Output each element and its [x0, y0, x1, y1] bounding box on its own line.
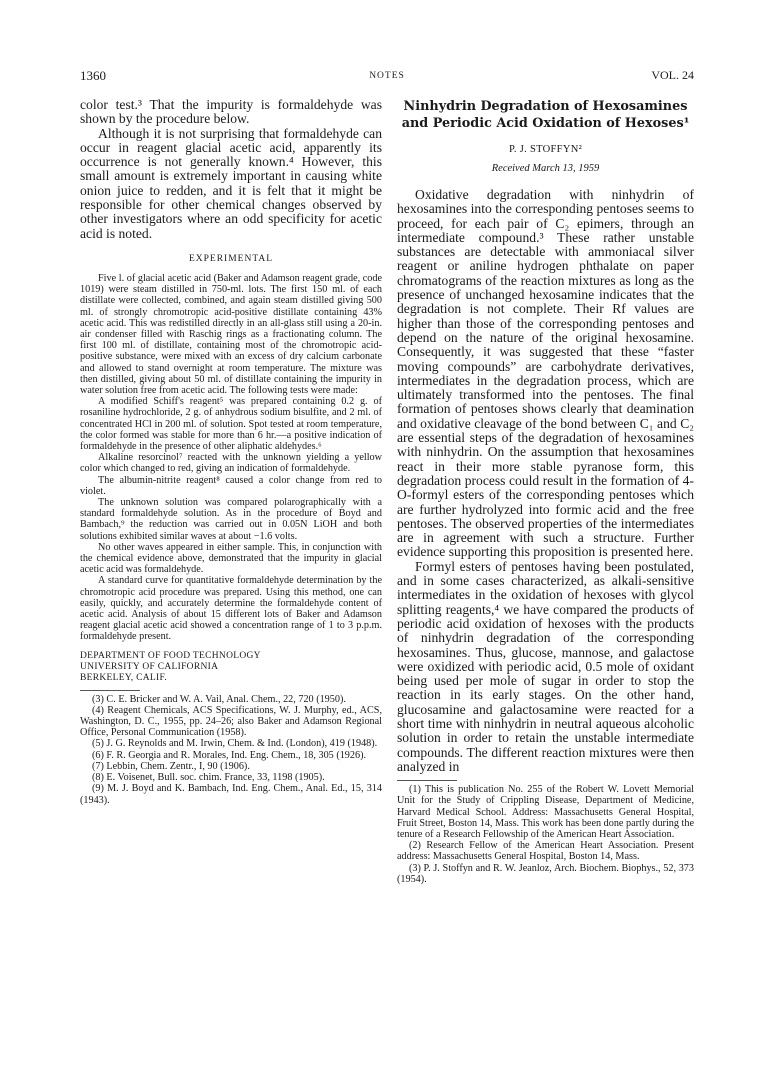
left-footnotes: [80, 694, 382, 806]
footnote-divider: [80, 690, 140, 691]
section-name: NOTES: [369, 71, 405, 81]
experimental-paragraph-5: The unknown solution was compared polarographically with a standard formaldehyde solution. As in the procedure of Boyd and Bambach,⁹ the reduction was carried out in 0.05N LiOH and both solutions exhibited similar waves at about −1.6 volts.: [80, 497, 382, 542]
article-author: P. J. STOFFYN²: [508, 144, 583, 155]
running-header: [80, 68, 694, 84]
footnote-2: (2) Research Fellow of the American Heart Association. Present address: Massachusetts General Hospital, Boston 14, Mass.: [397, 840, 694, 863]
experimental-paragraph-1: Five l. of glacial acetic acid (Baker and Adamson reagent grade, code 1019) were steam distilled in 750-ml. lots. The first 150 ml. of each distillate were collected, combined, and again steam distilled giving 500 ml. of strongly chromotropic acid-positive distillate containing 43% acetic acid. This was redistilled directly in an all-glass still using a 20-in. air condenser filled with Raschig rings as a fractionating column. The first 100 ml. of distillate, containing most of the chromotropic acid-positive substance, were mixed with an excess of dry calcium carbonate and allowed to stand overnight at room temperature. The mixture was then distilled, giving about 50 ml. of distillate containing the impurity in water solution free from acetic acid. The following tests were made:: [80, 272, 382, 396]
affiliation-city: BERKELEY, CALIF.: [80, 672, 167, 683]
footnote-5: (5) J. G. Reynolds and M. Irwin, Chem. & Ind. (London), 419 (1948).: [92, 738, 378, 750]
experimental-paragraph-6: No other waves appeared in either sample. This, in conjunction with the chemical evidence above, demonstrated that the impurity in glacial acetic acid was formaldehyde.: [80, 541, 382, 576]
footnote-3: (3) P. J. Stoffyn and R. W. Jeanloz, Arch. Biochem. Biophys., 52, 373 (1954).: [397, 862, 694, 885]
footnote-1: (1) This is publication No. 255 of the Robert W. Lovett Memorial Unit for the Study of Crippling Disease, Department of Medicine, Harvard Medical School. Address: Massachusetts General Hospital, Fruit Street, Boston 14, Mass. This work has been done partly during the tenure of a Research Fellowship of the American Heart Association.: [397, 784, 694, 840]
page-number: 1360: [80, 68, 106, 83]
affiliation-department: DEPARTMENT OF FOOD TECHNOLOGY: [80, 650, 261, 661]
left-column: [80, 98, 382, 806]
volume-label: VOL. 24: [651, 68, 694, 82]
footnote-6: (6) F. R. Georgia and R. Morales, Ind. Eng. Chem., 18, 305 (1926).: [92, 749, 367, 761]
author-affiliation: [80, 651, 382, 684]
experimental-paragraph-4: The albumin-nitrite reagent⁸ caused a color change from red to violet.: [80, 474, 382, 497]
received-date: Received March 13, 1959: [491, 163, 600, 174]
right-column: [397, 98, 694, 885]
footnote-7: (7) Lebbin, Chem. Zentr., I, 90 (1906).: [92, 760, 250, 772]
affiliation-university: UNIVERSITY OF CALIFORNIA: [80, 661, 219, 672]
right-paragraph-2: Formyl esters of pentoses having been postulated, and in some cases characterized, as alkali-sensitive intermediates in the oxidation of hexoses with glycol splitting reagents,⁴ we have compared the products of periodic acid oxidation of hexoses with the products of ninhydrin degradation of the corresponding hexosamines. Thus, glucose, mannose, and galactose were oxidized with periodic acid, 0.5 mole of oxidant being used per mole of sugar in order to stop the reaction in its early stages. On the other hand, glucosamine and galactosamine were reacted for a short time with ninhydrin in neutral aqueous alcoholic solution in order to retain the unstable intermediate compounds. The different reaction mixtures were then analyzed in: [397, 558, 694, 774]
footnote-divider: [397, 780, 457, 781]
experimental-paragraph-7: A standard curve for quantitative formaldehyde determination by the chromotropic acid procedure was prepared. Using this method, one can easily, quickly, and accurately determine the formaldehyde content of acetic acid. Analysis of about 15 different lots of Baker and Adamson reagent glacial acetic acid showed a concentration range of 1 to 3 p.p.m. formaldehyde present.: [80, 575, 382, 643]
right-footnotes: [397, 784, 694, 885]
experimental-paragraph-3: Alkaline resorcinol⁷ reacted with the unknown yielding a yellow color which changed to red, giving an indication of formaldehyde.: [80, 452, 382, 475]
left-paragraph-2: Although it is not surprising that formaldehyde can occur in reagent glacial acetic acid, apparently its occurrence is not generally known.⁴ However, this small amount is extremely important in causing white onion juice to redden, and it is felt that it might be responsible for other chemical changes observed by other investigators where an odd specificity for acetic acid is noted.: [80, 125, 382, 241]
footnote-3: (3) C. E. Bricker and W. A. Vail, Anal. Chem., 22, 720 (1950).: [92, 693, 346, 705]
left-paragraph-1: color test.³ That the impurity is formaldehyde was shown by the procedure below.: [80, 97, 382, 127]
right-paragraph-1: Oxidative degradation with ninhydrin of hexosamines into the corresponding pentoses seems to proceed, for each pair of C₂ epimers, through an intermediate compound.³ These rather unstable substances are detectable with ammoniacal silver reagent or aniline hydrogen phthalate on paper chromatograms of the reaction mixtures as long as the presence of unchanged hexosamine indicates that the degradation is not complete. Their Rf values are higher than those of the corresponding pentoses and depend on the nature of the original hexosamine. Consequently, it was suggested that these “faster moving compounds” are carbohydrate derivatives, intermediates in the degradation process, which are ultimately transformed into the pentoses. The final formation of pentoses shows clearly that deamination and oxidative cleavage of the bond between C₁ and C₂ are essential steps of the degradation of hexosamines with ninhydrin. On the assumption that hexosamines react in their more stable pyranose form, this degradation process could result in the formation of 4-O-formyl esters of the corresponding pentoses which are further hydrolyzed into formic acid and the free pentoses. The observed properties of the intermediates are in agreement with such a structure. Further evidence supporting this proposition is presented here.: [397, 187, 694, 560]
footnote-8: (8) E. Voisenet, Bull. soc. chim. France, 33, 1198 (1905).: [92, 772, 325, 784]
experimental-paragraph-2: A modified Schiff's reagent⁵ was prepared containing 0.2 g. of rosaniline hydrochloride, 2 g. of anhydrous sodium bisulfite, and 2 ml. of concentrated HCl in 200 ml. of solution. Spot tested at room temperature, the color formed was stable for more than 6 hr.—a positive indication of formaldehyde in the presence of other aliphatic aldehydes.⁶: [80, 396, 382, 453]
article-title: Ninhydrin Degradation of Hexosamines and Periodic Acid Oxidation of Hexoses¹: [401, 99, 690, 131]
footnote-4: (4) Reagent Chemicals, ACS Specifications, W. J. Murphy, ed., ACS, Washington, D. C., 1955, pp. 24–26; also Baker and Adamson Regional Office, Personal Communication (1958).: [80, 704, 382, 739]
experimental-heading: EXPERIMENTAL: [188, 253, 274, 264]
footnote-9: (9) M. J. Boyd and K. Bambach, Ind. Eng. Chem., Anal. Ed., 15, 314 (1943).: [80, 783, 382, 806]
